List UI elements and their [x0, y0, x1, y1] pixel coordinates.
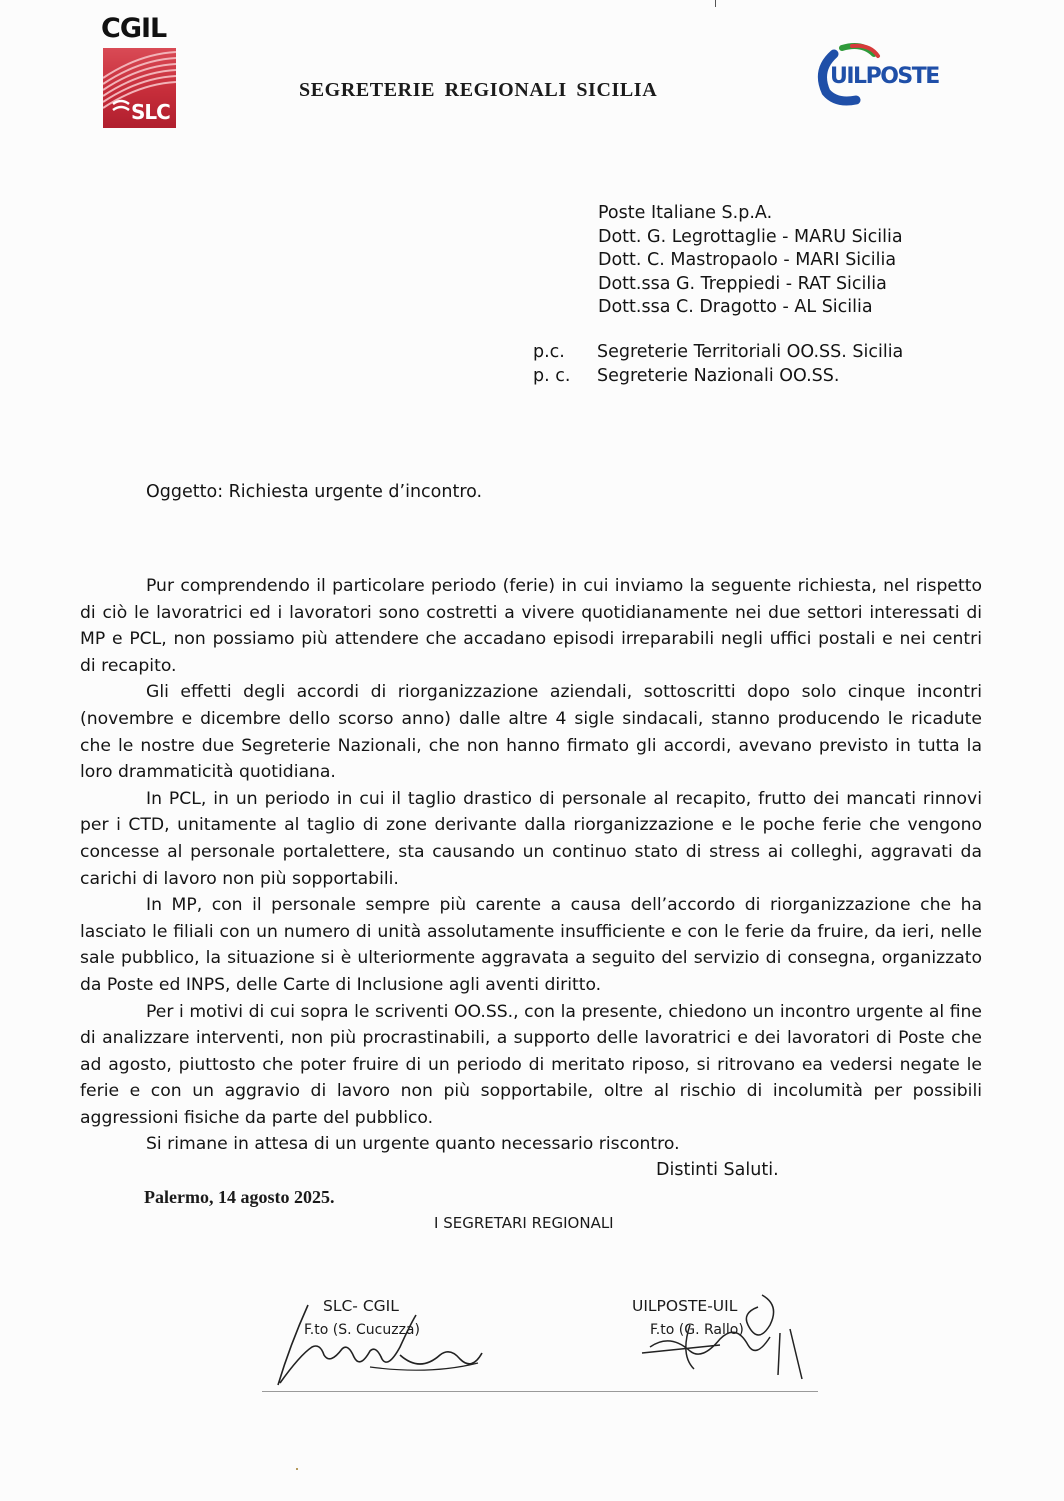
- scan-speck: [296, 1468, 298, 1470]
- body-paragraph: Per i motivi di cui sopra le scriventi OO.SS., con la presente, chiedono un incontro urgente al fine di analizzare interventi, non più procrastinabili, a supporto delle lavoratrici e dei lavoratori di Poste che ad agosto, piuttosto che poter fruire di un periodo di meritato riposo, si ritrovano ea vedersi negate le ferie e con un aggravio di lavoro non più sopportabile, oltre al rischio di incolumità per possibili aggressioni fisiche da parte del pubblico.: [80, 1001, 982, 1128]
- recipient-list: [598, 202, 903, 320]
- recipient-line: Poste Italiane S.p.A.: [598, 203, 773, 223]
- body-paragraph: Pur comprendendo il particolare periodo (ferie) in cui inviamo la seguente richiesta, nel rispetto di ciò le lavoratrici ed i lavoratori sono costretti a vivere quotidianamente nei due settori interessati di MP e PCL, non possiamo più attendere che accadano episodi irreparabili negli uffici postali e nei centri di recapito.: [80, 576, 982, 676]
- page-title: SEGRETERIE REGIONALI SICILIA: [299, 79, 658, 101]
- body-paragraph: In PCL, in un periodo in cui il taglio drastico di personale al recapito, frutto dei mancati rinnovi per i CTD, unitamente al taglio di zone derivante dalla riorganizzazione e le poche ferie che vengono concesse al personale portalettere, sta causando un continuo stato di stress ai colleghi, aggravati da carichi di lavoro non più sopportabili.: [80, 788, 982, 889]
- signature-right-name: F.to (G. Rallo): [650, 1322, 744, 1338]
- signatories-title: I SEGRETARI REGIONALI: [434, 1214, 614, 1232]
- cc-recipient: Segreterie Nazionali OO.SS.: [597, 365, 840, 386]
- recipient-line: Dott.ssa G. Treppiedi - RAT Sicilia: [598, 273, 887, 294]
- uilposte-logo: [812, 40, 952, 110]
- place-date: Palermo, 14 agosto 2025.: [144, 1187, 335, 1207]
- cgil-logo-text: CGIL: [101, 13, 167, 44]
- cc-row: [533, 341, 903, 365]
- body-paragraph: Si rimane in attesa di un urgente quanto necessario riscontro.: [146, 1134, 680, 1155]
- signature-left-name: F.to (S. Cucuzza): [304, 1322, 420, 1338]
- closing-salutation: Distinti Saluti.: [656, 1160, 779, 1180]
- handwritten-signatures: [250, 1285, 830, 1395]
- slc-logo-text: SLC: [131, 100, 170, 124]
- scan-mark: [715, 0, 716, 7]
- cgil-slc-logo: [101, 13, 179, 124]
- letter-body: [80, 573, 982, 1158]
- signature-right-org: UILPOSTE-UIL: [632, 1297, 738, 1315]
- signature-divider: [262, 1391, 818, 1392]
- cc-row: [533, 365, 903, 389]
- recipient-line: Dott.ssa C. Dragotto - AL Sicilia: [598, 297, 873, 317]
- cc-recipient: Segreterie Territoriali OO.SS. Sicilia: [597, 342, 904, 362]
- cc-label: p. c.: [533, 365, 571, 386]
- recipient-line: Dott. G. Legrottaglie - MARU Sicilia: [598, 226, 903, 247]
- cc-label: p.c.: [533, 342, 565, 362]
- cc-list: [533, 341, 903, 388]
- signature-left-org: SLC- CGIL: [323, 1297, 399, 1315]
- slc-logo-box: [103, 48, 176, 128]
- subject-line: Oggetto: Richiesta urgente d’incontro.: [146, 482, 483, 502]
- body-paragraph: Gli effetti degli accordi di riorganizzazione aziendali, sottoscritti dopo solo cinque incontri (novembre e dicembre dello scorso anno) dalle altre 4 sigle sindacali, stanno producendo le ricadute che le nostre due Segreterie Nazionali, che non hanno firmato gli accordi, avevano previsto in tutta la loro drammaticità quotidiana.: [80, 682, 982, 783]
- uilposte-logo-text: UILPOSTE: [830, 64, 939, 89]
- body-paragraph: In MP, con il personale sempre più carente a causa dell’accordo di riorganizzazione che ha lasciato le filiali con un numero di unità assolutamente insufficiente e con le ferie da fruire, da ieri, nelle sale pubblico, la situazione si è ulteriormente aggravata a seguito del servizio di consegna, organizzato da Poste ed INPS, delle Carte di Inclusione agli aventi diritto.: [80, 895, 982, 995]
- recipient-line: Dott. C. Mastropaolo - MARI Sicilia: [598, 250, 897, 270]
